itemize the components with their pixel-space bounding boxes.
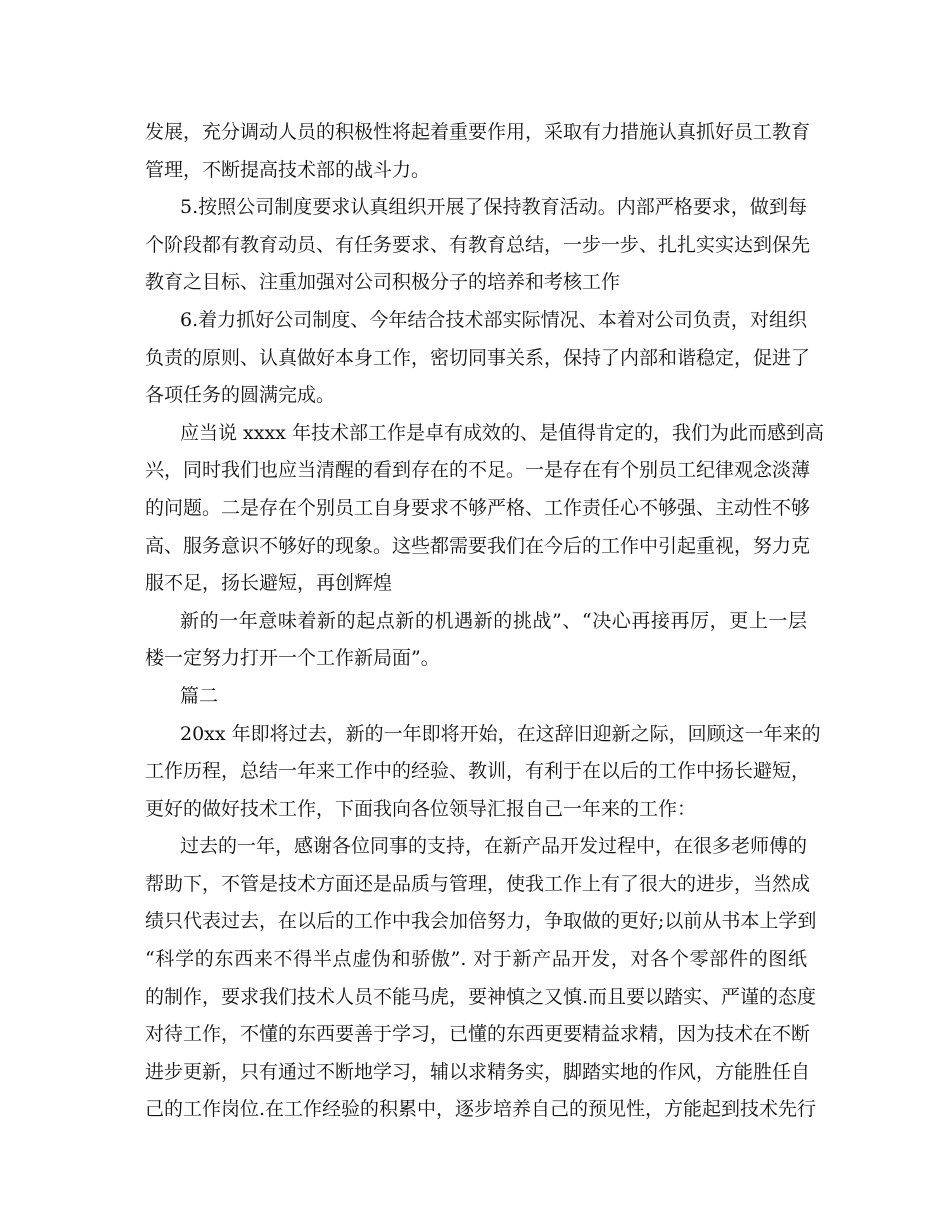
paragraph-line: 己的工作岗位.在工作经验的积累中，逐步培养自己的预见性，方能起到技术先行 [145, 1098, 817, 1121]
paragraph-line: 进步更新，只有通过不断地学习，辅以求精务实，脚踏实地的作风，方能胜任自 [145, 1060, 811, 1083]
paragraph-line: 更好的做好技术工作，下面我向各位领导汇报自己一年来的工作： [145, 797, 697, 820]
paragraph-line: 个阶段都有教育动员、有任务要求、有教育总结，一步一步、扎扎实实达到保先 [145, 233, 811, 256]
paragraph-line: 对待工作，不懂的东西要善于学习，已懂的东西更要精益求精，因为技术在不断 [145, 1023, 811, 1046]
paragraph-line: 20xx 年即将过去，新的一年即将开始，在这辞旧迎新之际，回顾这一年来的 [180, 722, 821, 745]
paragraph-line: 过去的一年，感谢各位同事的支持，在新产品开发过程中，在很多老师傅的 [180, 835, 808, 858]
paragraph-line: 服不足，扬长避短，再创辉煌 [145, 572, 393, 595]
paragraph-line: 应当说 xxxx 年技术部工作是卓有成效的、是值得肯定的，我们为此而感到高 [180, 421, 824, 444]
paragraph-line: 的问题。二是存在个别员工自身要求不够严格、工作责任心不够强、主动性不够 [145, 496, 811, 519]
paragraph-line: 新的一年意味着新的起点新的机遇新的挑战”、“决心再接再厉，更上一层 [180, 609, 807, 632]
paragraph-line: 的制作，要求我们技术人员不能马虎，要神慎之又慎.而且要以踏实、严谨的态度 [145, 985, 817, 1008]
paragraph-line: “科学的东西来不得半点虚伪和骄傲”. 对于新产品开发，对各个零部件的图纸 [145, 948, 807, 971]
document-page [145, 114, 824, 1129]
paragraph-line: 6.着力抓好公司制度、今年结合技术部实际情况、本着对公司负责，对组织 [180, 308, 807, 331]
paragraph-line: 工作历程，总结一年来工作中的经验、教训，有利于在以后的工作中扬长避短， [145, 760, 811, 783]
section-heading: 篇二 [180, 684, 219, 707]
paragraph-line: 负责的原则、认真做好本身工作，密切同事关系，保持了内部和谐稳定，促进了 [145, 346, 811, 369]
paragraph-line: 兴，同时我们也应当清醒的看到存在的不足。一是存在有个别员工纪律观念淡薄 [145, 459, 811, 482]
paragraph-line: 各项任务的圆满完成。 [145, 384, 336, 407]
paragraph-line: 5.按照公司制度要求认真组织开展了保持教育活动。内部严格要求，做到每 [180, 196, 807, 219]
paragraph-line: 教育之目标、注重加强对公司积极分子的培养和考核工作 [145, 271, 621, 294]
paragraph-line: 发展，充分调动人员的积极性将起着重要作用，采取有力措施认真抓好员工教育 [145, 121, 811, 143]
paragraph-line: 帮助下，不管是技术方面还是品质与管理，使我工作上有了很大的进步，当然成 [145, 872, 811, 895]
paragraph-line: 管理，不断提高技术部的战斗力。 [145, 158, 431, 181]
paragraph-line: 楼一定努力打开一个工作新局面”。 [145, 647, 440, 670]
paragraph-line: 绩只代表过去，在以后的工作中我会加倍努力，争取做的更好;以前从书本上学到 [145, 910, 817, 933]
paragraph-line: 高、服务意识不够好的现象。这些都需要我们在今后的工作中引起重视，努力克 [145, 534, 811, 557]
